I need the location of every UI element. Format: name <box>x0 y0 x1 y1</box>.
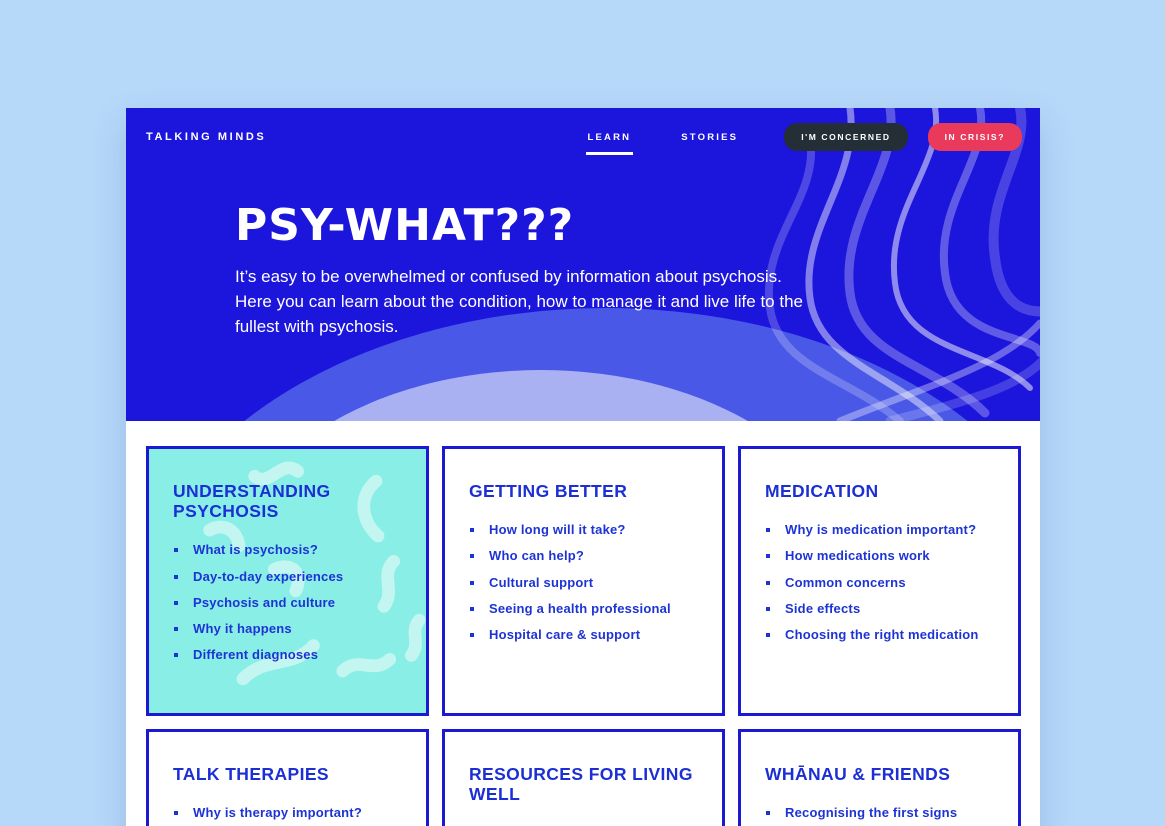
bullet-icon <box>174 811 178 815</box>
list-item[interactable]: Side effects <box>765 601 994 617</box>
bullet-icon <box>766 554 770 558</box>
im-concerned-button[interactable]: I'M CONCERNED <box>784 123 907 151</box>
card-link-list <box>765 522 994 643</box>
card-title-understanding-psychosis[interactable]: UNDERSTANDING PSYCHOSIS <box>173 481 331 522</box>
bullet-icon <box>766 633 770 637</box>
list-item[interactable]: How long will it take? <box>469 522 698 538</box>
hero-title: PSY-WHAT??? <box>235 200 575 251</box>
header-buttons <box>784 123 1022 151</box>
card-title-resources-for-living-well[interactable]: RESOURCES FOR LIVING WELL <box>469 764 693 805</box>
list-item[interactable]: Day-to-day experiences <box>173 569 402 585</box>
bullet-icon <box>470 633 474 637</box>
list-item[interactable]: Hospital care & support <box>469 627 698 643</box>
list-item[interactable]: Recognising the first signs <box>765 805 994 821</box>
list-item[interactable]: Who can help? <box>469 548 698 564</box>
site-header <box>126 108 1040 151</box>
bullet-icon <box>766 811 770 815</box>
hero-copy <box>235 200 835 339</box>
hero-description: It’s easy to be overwhelmed or confused by information about psychosis. Here you can learn about the condition, how to manage it and live life to the fullest with psychosis. <box>235 267 803 336</box>
card-title-getting-better[interactable]: GETTING BETTER <box>469 481 628 501</box>
list-item[interactable]: What is psychosis? <box>173 542 402 558</box>
list-item[interactable]: Why is medication important? <box>765 522 994 538</box>
bullet-icon <box>174 627 178 631</box>
bullet-icon <box>766 581 770 585</box>
main-nav <box>588 132 739 143</box>
card-whanau-and-friends <box>738 729 1021 826</box>
card-understanding-psychosis <box>146 446 429 716</box>
bullet-icon <box>470 607 474 611</box>
card-link-list <box>173 805 402 821</box>
nav-link-learn[interactable]: LEARN <box>587 131 632 143</box>
nav-link-stories[interactable]: STORIES <box>681 131 739 143</box>
bullet-icon <box>766 528 770 532</box>
list-item[interactable]: Common concerns <box>765 575 994 591</box>
list-item[interactable]: Why is therapy important? <box>173 805 402 821</box>
card-medication <box>738 446 1021 716</box>
list-item[interactable]: Why it happens <box>173 621 402 637</box>
bullet-icon <box>470 528 474 532</box>
list-item[interactable]: Seeing a health professional <box>469 601 698 617</box>
card-title-medication[interactable]: MEDICATION <box>765 481 879 501</box>
card-getting-better <box>442 446 725 716</box>
card-link-list <box>765 805 994 821</box>
card-link-list <box>173 542 402 663</box>
hero-section <box>126 108 1040 421</box>
bullet-icon <box>470 554 474 558</box>
bullet-icon <box>174 653 178 657</box>
bullet-icon <box>174 601 178 605</box>
bullet-icon <box>470 581 474 585</box>
card-title-talk-therapies[interactable]: TALK THERAPIES <box>173 764 329 784</box>
list-item[interactable]: Choosing the right medication <box>765 627 994 643</box>
card-resources-for-living-well <box>442 729 725 826</box>
card-link-list <box>469 522 698 643</box>
in-crisis-button[interactable]: IN CRISIS? <box>928 123 1022 151</box>
bullet-icon <box>174 575 178 579</box>
site-logo[interactable]: TALKING MINDS <box>146 131 267 143</box>
card-title-whanau-and-friends[interactable]: WHĀNAU & FRIENDS <box>765 764 951 784</box>
bullet-icon <box>174 548 178 552</box>
site-page <box>126 108 1040 826</box>
list-item[interactable]: Psychosis and culture <box>173 595 402 611</box>
card-talk-therapies <box>146 729 429 826</box>
list-item[interactable]: Different diagnoses <box>173 647 402 663</box>
list-item[interactable]: How medications work <box>765 548 994 564</box>
topic-card-grid <box>126 421 1040 826</box>
bullet-icon <box>766 607 770 611</box>
list-item[interactable]: Cultural support <box>469 575 698 591</box>
